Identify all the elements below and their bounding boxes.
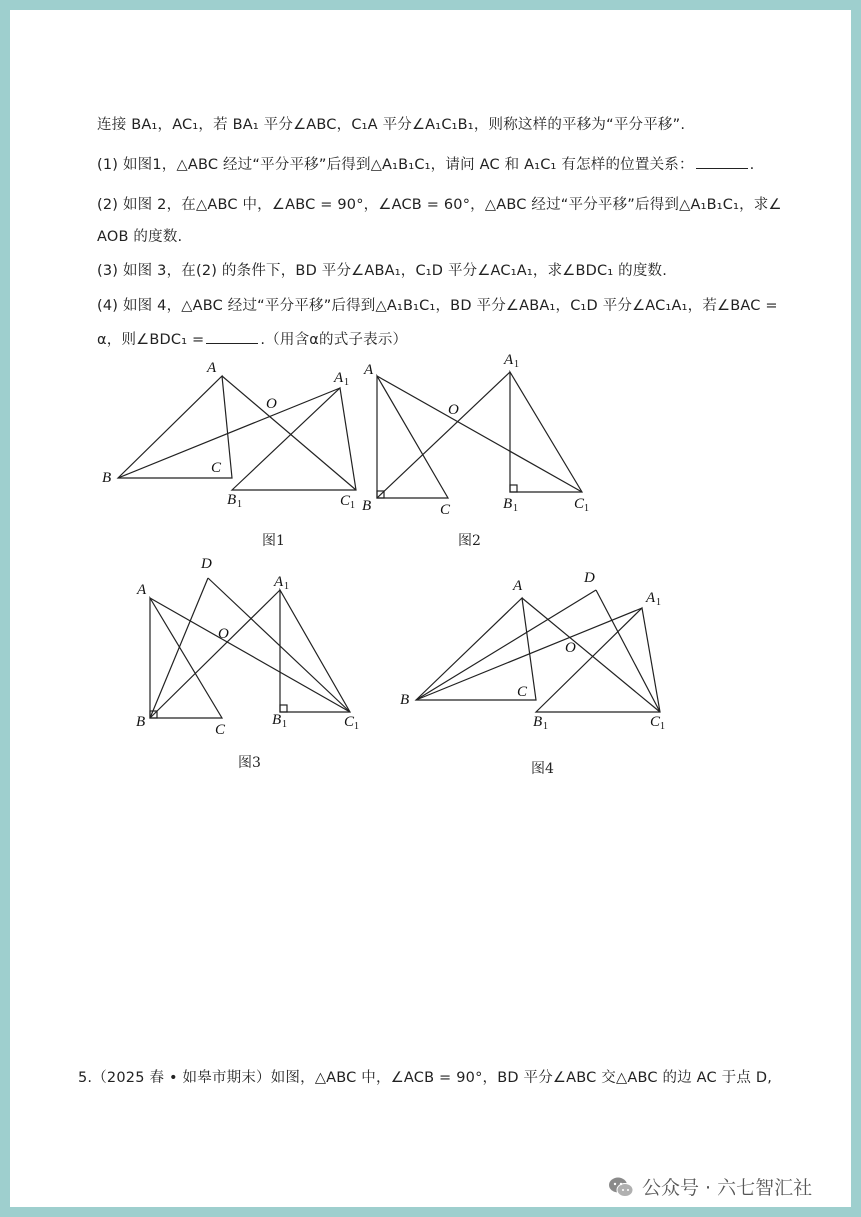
figure-3-caption: 图3 xyxy=(238,755,261,771)
question-4-text: α，则∠BDC₁ = xyxy=(97,332,205,348)
label-O: O xyxy=(218,626,229,642)
text-line-5: (3) 如图 3，在(2) 的条件下，BD 平分∠ABA₁，C₁D 平分∠AC₁A₁，求∠BDC₁ 的度数. xyxy=(97,263,668,279)
label-B1: B xyxy=(533,714,543,730)
sub-1: 1 xyxy=(660,721,665,732)
footer-watermark xyxy=(608,1173,812,1200)
sub-1: 1 xyxy=(513,503,518,514)
label-B: B xyxy=(400,692,410,708)
label-B1: B xyxy=(227,492,237,508)
label-A: A xyxy=(207,360,217,376)
text-line-1: 连接 BA₁，AC₁，若 BA₁ 平分∠ABC，C₁A 平分∠A₁C₁B₁，则称这样的平移为“平分平移”. xyxy=(97,117,686,133)
label-D: D xyxy=(201,556,212,572)
sub-1: 1 xyxy=(354,721,359,732)
label-D: D xyxy=(584,570,595,586)
sub-1: 1 xyxy=(282,719,287,730)
label-B1: B xyxy=(503,496,513,512)
label-A1: A xyxy=(334,370,344,386)
sub-1: 1 xyxy=(543,721,548,732)
label-C: C xyxy=(440,502,451,518)
label-O: O xyxy=(448,402,459,418)
label-B: B xyxy=(136,714,146,730)
footer-text: 公众号 · 六七智汇社 xyxy=(642,1177,813,1199)
figure-4 xyxy=(10,10,851,1207)
sub-1: 1 xyxy=(350,500,355,511)
label-C: C xyxy=(215,722,226,738)
label-C1: C xyxy=(340,493,351,509)
label-B: B xyxy=(362,498,372,514)
sub-1: 1 xyxy=(284,581,289,592)
label-B: B xyxy=(102,470,112,486)
label-C: C xyxy=(517,684,528,700)
figure-1-caption: 图1 xyxy=(262,533,285,549)
label-C1: C xyxy=(344,714,355,730)
label-O: O xyxy=(565,640,576,656)
label-O: O xyxy=(266,396,277,412)
sub-1: 1 xyxy=(237,499,242,510)
label-A1: A xyxy=(504,352,514,368)
label-C1: C xyxy=(574,496,585,512)
problem-5-text: 5.（2025 春 • 如皋市期末）如图，△ABC 中，∠ACB = 90°，BD 平分∠ABC 交△ABC 的边 AC 于点 D, xyxy=(78,1070,773,1086)
label-A: A xyxy=(137,582,147,598)
sub-1: 1 xyxy=(514,359,519,370)
document-page xyxy=(10,10,851,1207)
figure-4-caption: 图4 xyxy=(531,761,554,777)
sub-1: 1 xyxy=(344,377,349,388)
label-A1: A xyxy=(274,574,284,590)
figure-2-caption: 图2 xyxy=(458,533,481,549)
sub-1: 1 xyxy=(584,503,589,514)
label-A1: A xyxy=(646,590,656,606)
sub-1: 1 xyxy=(656,597,661,608)
question-1-text: (1) 如图1，△ABC 经过“平分平移”后得到△A₁B₁C₁，请问 AC 和 A₁C₁ 有怎样的位置关系： xyxy=(97,157,694,173)
text-line-4: AOB 的度数. xyxy=(97,229,183,245)
label-A: A xyxy=(513,578,523,594)
question-1-end: . xyxy=(749,157,755,173)
text-line-6: (4) 如图 4，△ABC 经过“平分平移”后得到△A₁B₁C₁，BD 平分∠ABA₁，C₁D 平分∠AC₁A₁，若∠BAC = xyxy=(97,298,778,314)
label-C1: C xyxy=(650,714,661,730)
label-B1: B xyxy=(272,712,282,728)
wechat-icon xyxy=(608,1176,634,1198)
text-line-3: (2) 如图 2，在△ABC 中，∠ABC = 90°，∠ACB = 60°，△ABC 经过“平分平移”后得到△A₁B₁C₁，求∠ xyxy=(97,197,782,213)
question-4-end: .（用含α的式子表示） xyxy=(260,332,408,348)
label-A: A xyxy=(364,362,374,378)
label-C: C xyxy=(211,460,222,476)
